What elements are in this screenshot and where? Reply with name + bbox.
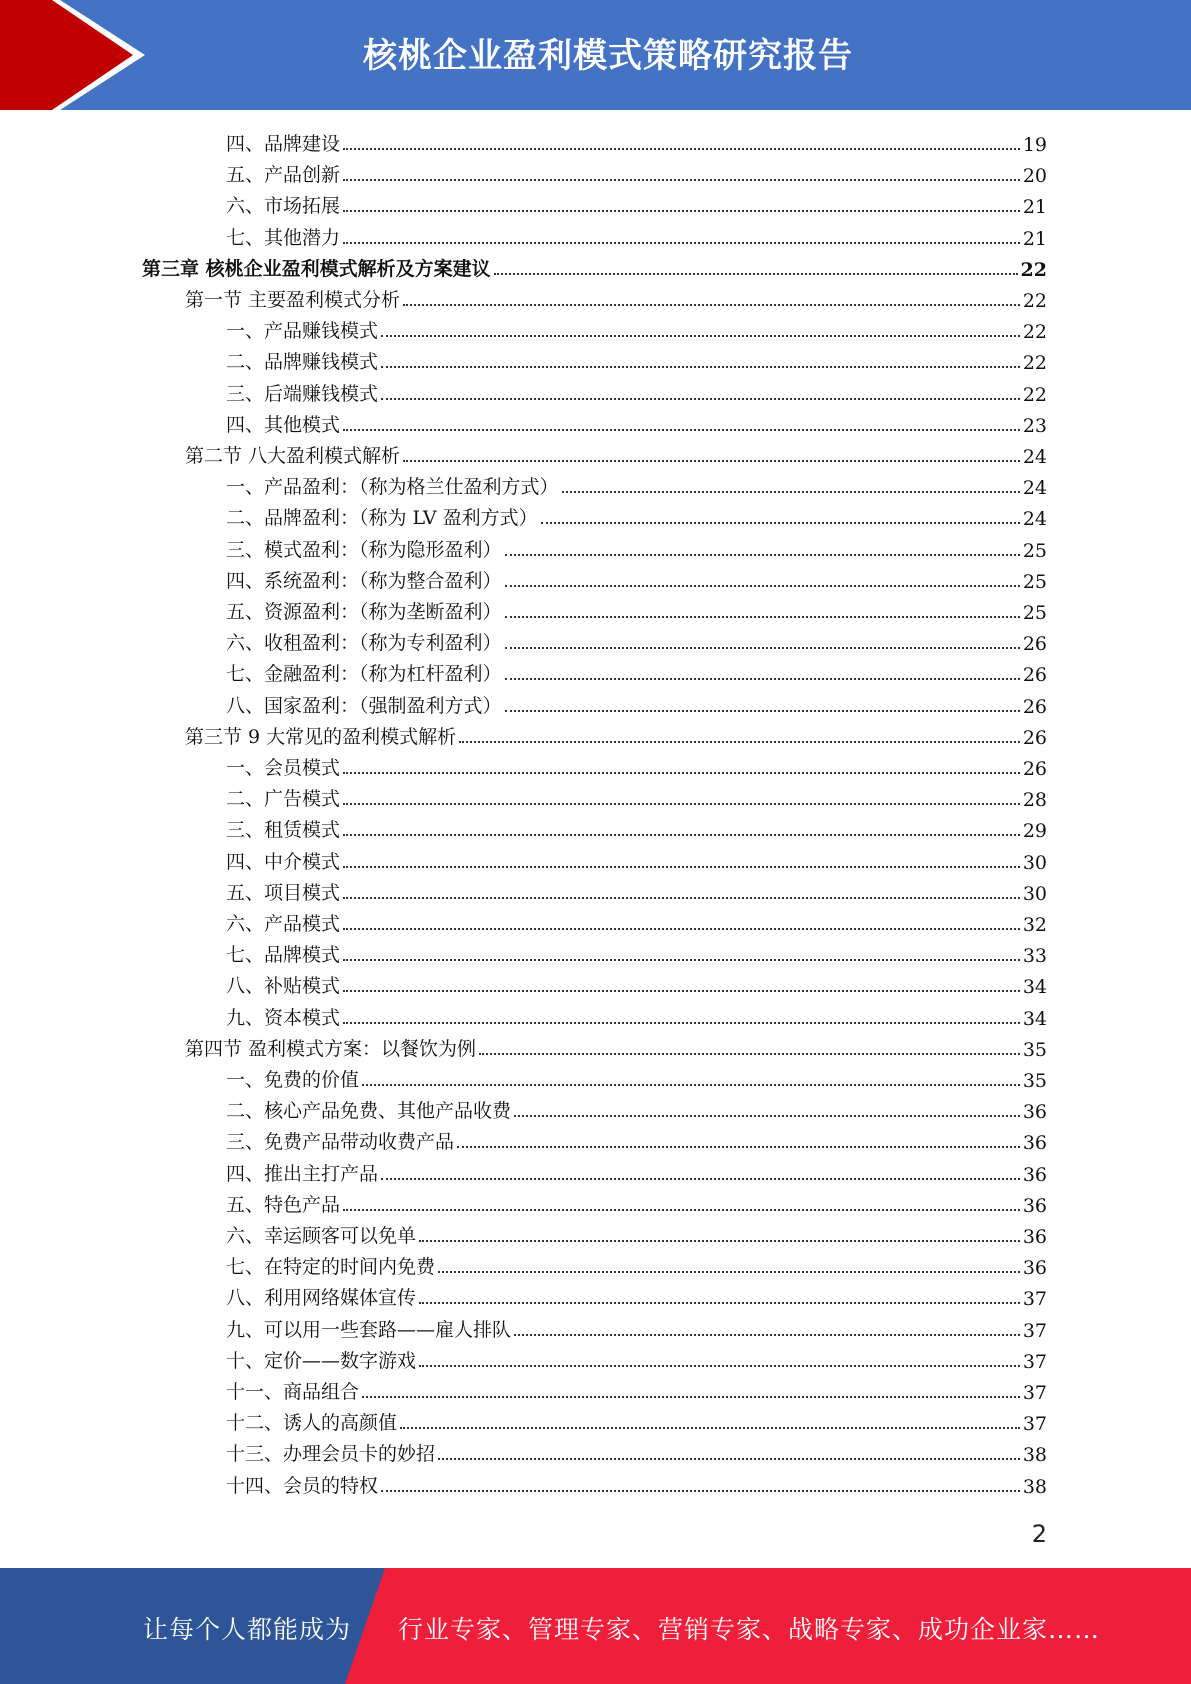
toc-entry[interactable]	[226, 563, 1047, 593]
toc-entry[interactable]	[226, 344, 1047, 374]
toc-entry-title: 十一、商品组合	[226, 1381, 360, 1403]
dot-leader	[438, 1271, 1020, 1273]
dot-leader	[494, 273, 1018, 275]
toc-entry[interactable]	[226, 157, 1047, 187]
toc-entry[interactable]	[226, 220, 1047, 250]
dot-leader	[419, 1240, 1020, 1242]
toc-entry[interactable]	[226, 656, 1047, 686]
toc-entry-page: 22	[1022, 383, 1047, 406]
page-number: 2	[1031, 1520, 1047, 1548]
dot-leader	[343, 242, 1020, 244]
toc-entry-title: 第三节 9 大常见的盈利模式解析	[185, 725, 457, 748]
toc-entry-title: 三、模式盈利：（称为隐形盈利）	[226, 538, 502, 561]
toc-entry-page: 29	[1022, 820, 1047, 843]
toc-entry-title: 五、项目模式	[226, 881, 341, 904]
toc-entry-page: 32	[1022, 914, 1047, 936]
toc-entry-title: 八、补贴模式	[226, 975, 341, 998]
toc-entry-title: 五、产品创新	[226, 164, 341, 187]
dot-leader	[514, 1115, 1020, 1117]
toc-entry-title: 三、租赁模式	[226, 819, 341, 842]
toc-entry-title: 四、系统盈利：（称为整合盈利）	[226, 569, 502, 592]
dot-leader	[343, 1022, 1020, 1024]
toc-entry-title: 二、品牌赚钱模式	[226, 351, 379, 374]
toc-entry[interactable]	[226, 844, 1047, 874]
toc-entry-title: 五、资源盈利：（称为垄断盈利）	[226, 601, 502, 623]
toc-entry-title: 七、在特定的时间内免费	[226, 1256, 436, 1279]
toc-entry-page: 37	[1022, 1288, 1047, 1311]
toc-entry-title: 六、幸运顾客可以免单	[226, 1225, 417, 1247]
toc-entry[interactable]	[226, 1000, 1047, 1030]
dot-leader	[381, 335, 1020, 337]
toc-entry-page: 24	[1022, 446, 1047, 468]
toc-entry-title: 七、金融盈利：（称为杠杆盈利）	[226, 663, 502, 686]
toc-entry-page: 25	[1022, 570, 1047, 593]
toc-entry[interactable]	[226, 407, 1047, 437]
toc-entry-page: 26	[1022, 695, 1047, 718]
toc-entry[interactable]	[226, 469, 1047, 499]
toc-entry-title: 二、品牌盈利：（称为 LV 盈利方式）	[226, 507, 538, 530]
toc-entry[interactable]	[226, 532, 1047, 562]
toc-entry[interactable]	[226, 812, 1047, 842]
toc-entry-page: 28	[1022, 789, 1047, 812]
toc-entry-page: 35	[1022, 1070, 1047, 1092]
toc-entry[interactable]	[226, 1218, 1047, 1248]
toc-entry-title: 九、资本模式	[226, 1006, 341, 1029]
dot-leader	[505, 647, 1020, 649]
toc-entry-page: 20	[1022, 165, 1047, 188]
toc-entry-page: 30	[1022, 851, 1047, 874]
toc-entry-page: 30	[1022, 882, 1047, 905]
toc-entry-title: 十、定价——数字游戏	[226, 1349, 417, 1372]
toc-entry-page: 25	[1022, 602, 1047, 624]
toc-entry-title: 第一节 主要盈利模式分析	[185, 289, 401, 311]
toc-entry[interactable]	[226, 1156, 1047, 1186]
toc-entry-title: 八、国家盈利：（强制盈利方式）	[226, 694, 502, 717]
toc-entry-title: 十四、会员的特权	[226, 1474, 379, 1497]
dot-leader	[419, 1365, 1020, 1367]
toc-entry-title: 四、其他模式	[226, 413, 341, 436]
dot-leader	[381, 1490, 1020, 1492]
toc-entry-title: 二、核心产品免费、其他产品收费	[226, 1100, 512, 1123]
toc-entry-page: 36	[1022, 1132, 1047, 1155]
dot-leader	[505, 616, 1020, 618]
dot-leader	[479, 1053, 1020, 1055]
toc-entry-page: 21	[1022, 227, 1047, 250]
toc-entry-title: 七、其他潜力	[226, 226, 341, 249]
toc-entry-page: 37	[1022, 1350, 1047, 1373]
dot-leader	[362, 1396, 1020, 1398]
footer-slogan-left: 让每个人都能成为	[143, 1615, 352, 1644]
toc-entry[interactable]	[226, 1124, 1047, 1154]
toc-entry-title: 第二节 八大盈利模式解析	[185, 445, 401, 467]
dot-leader	[381, 366, 1020, 368]
dot-leader	[403, 460, 1020, 462]
toc-entry-page: 26	[1022, 633, 1047, 656]
toc-entry[interactable]	[226, 1093, 1047, 1123]
toc-entry-title: 四、中介模式	[226, 850, 341, 873]
toc-entry-title: 六、市场拓展	[226, 195, 341, 218]
footer-slogan-right: 行业专家、管理专家、营销专家、战略专家、成功企业家……	[398, 1615, 1101, 1644]
toc-entry[interactable]	[226, 625, 1047, 655]
toc-entry-page: 36	[1022, 1226, 1047, 1248]
toc-entry[interactable]	[226, 188, 1047, 218]
toc-entry-page: 21	[1022, 196, 1047, 219]
toc-entry[interactable]	[226, 875, 1047, 905]
toc-entry[interactable]	[185, 1031, 1047, 1061]
toc-entry-title: 九、可以用一些套路——雇人排队	[226, 1318, 512, 1341]
page-footer	[0, 1568, 1191, 1684]
dot-leader	[343, 148, 1020, 150]
toc-entry-page: 26	[1022, 758, 1047, 780]
dot-leader	[343, 772, 1020, 774]
toc-entry-page: 25	[1022, 539, 1047, 562]
toc-entry-title: 一、会员模式	[226, 757, 341, 779]
dot-leader	[381, 1178, 1020, 1180]
dot-leader	[343, 210, 1020, 212]
toc-entry-page: 22	[1022, 321, 1047, 344]
toc-entry-page: 38	[1022, 1444, 1047, 1467]
toc-entry-page: 22	[1020, 258, 1047, 281]
toc-entry-title: 四、品牌建设	[226, 133, 341, 155]
toc-entry-title: 第三章 核桃企业盈利模式解析及方案建议	[142, 257, 491, 280]
toc-entry-page: 37	[1022, 1382, 1047, 1404]
dot-leader	[400, 1427, 1020, 1429]
toc-entry-page: 34	[1022, 1007, 1047, 1030]
toc-entry[interactable]	[226, 1343, 1047, 1373]
dot-leader	[457, 1146, 1020, 1148]
dot-leader	[362, 1084, 1020, 1086]
toc-entry-title: 十三、办理会员卡的妙招	[226, 1443, 436, 1466]
toc-entry-title: 一、产品盈利：（称为格兰仕盈利方式）	[226, 476, 559, 499]
dot-leader	[343, 179, 1020, 181]
toc-entry[interactable]	[185, 438, 1047, 468]
toc-entry-page: 23	[1022, 414, 1047, 437]
dot-leader	[514, 1334, 1020, 1336]
dot-leader	[541, 522, 1020, 524]
dot-leader	[343, 834, 1020, 836]
toc-entry[interactable]	[226, 1405, 1047, 1435]
toc-entry-page: 37	[1022, 1413, 1047, 1436]
dot-leader	[343, 990, 1020, 992]
toc-entry-page: 34	[1022, 976, 1047, 999]
toc-entry-page: 22	[1022, 290, 1047, 312]
toc-entry[interactable]	[226, 906, 1047, 936]
toc-entry-page: 36	[1022, 1194, 1047, 1217]
toc-entry[interactable]	[226, 1187, 1047, 1217]
toc-entry-title: 一、产品赚钱模式	[226, 320, 379, 343]
toc-entry-page: 19	[1022, 134, 1047, 156]
toc-entry-page: 38	[1022, 1475, 1047, 1498]
toc-entry-page: 26	[1022, 726, 1047, 749]
toc-entry[interactable]	[226, 1374, 1047, 1404]
toc-entry[interactable]	[226, 1249, 1047, 1279]
dot-leader	[343, 429, 1020, 431]
dot-leader	[381, 398, 1020, 400]
toc-entry-title: 七、品牌模式	[226, 944, 341, 967]
toc-entry-page: 36	[1022, 1101, 1047, 1124]
toc-entry[interactable]	[226, 688, 1047, 718]
dot-leader	[403, 304, 1020, 306]
toc-entry-page: 26	[1022, 664, 1047, 687]
dot-leader	[505, 585, 1020, 587]
toc-entry[interactable]	[226, 1280, 1047, 1310]
dot-leader	[343, 1209, 1020, 1211]
toc-entry-title: 一、免费的价值	[226, 1069, 360, 1091]
dot-leader	[459, 741, 1020, 743]
toc-entry[interactable]	[226, 1062, 1047, 1092]
toc-entry-title: 五、特色产品	[226, 1193, 341, 1216]
toc-entry[interactable]	[226, 781, 1047, 811]
dot-leader	[419, 1302, 1020, 1304]
dot-leader	[343, 803, 1020, 805]
toc-entry-title: 八、利用网络媒体宣传	[226, 1287, 417, 1310]
toc-entry[interactable]	[226, 500, 1047, 530]
toc-entry-title: 三、后端赚钱模式	[226, 382, 379, 405]
toc-entry-page: 33	[1022, 945, 1047, 968]
toc-entry-title: 三、免费产品带动收费产品	[226, 1131, 455, 1154]
toc-entry-page: 22	[1022, 352, 1047, 375]
page-header	[0, 0, 1191, 110]
report-title: 核桃企业盈利模式策略研究报告	[363, 36, 853, 76]
toc-entry[interactable]	[226, 1436, 1047, 1466]
toc-entry-title: 第四节 盈利模式方案：以餐饮为例	[185, 1037, 477, 1060]
toc-entry[interactable]	[226, 1468, 1047, 1498]
dot-leader	[343, 928, 1020, 930]
toc-entry-title: 六、产品模式	[226, 913, 341, 935]
toc-entry-title: 六、收租盈利：（称为专利盈利）	[226, 632, 502, 655]
toc-entry[interactable]	[226, 1312, 1047, 1342]
toc-entry[interactable]	[226, 594, 1047, 624]
dot-leader	[343, 959, 1020, 961]
toc-entry[interactable]	[226, 968, 1047, 998]
toc-entry-page: 24	[1022, 477, 1047, 500]
dot-leader	[343, 866, 1020, 868]
toc-entry-page: 36	[1022, 1163, 1047, 1186]
dot-leader	[505, 710, 1020, 712]
toc-entry[interactable]	[226, 126, 1047, 156]
toc-entry[interactable]	[185, 719, 1047, 749]
dot-leader	[505, 678, 1020, 680]
toc-entry-title: 四、推出主打产品	[226, 1162, 379, 1185]
toc-entry-title: 二、广告模式	[226, 788, 341, 811]
toc-entry-page: 36	[1022, 1257, 1047, 1280]
toc-entry-page: 35	[1022, 1038, 1047, 1061]
toc-entry[interactable]	[142, 251, 1047, 281]
toc-entry[interactable]	[185, 282, 1047, 312]
dot-leader	[562, 491, 1020, 493]
toc-entry[interactable]	[226, 313, 1047, 343]
toc-entry-title: 十二、诱人的高颜值	[226, 1412, 398, 1435]
toc-entry-page: 24	[1022, 508, 1047, 531]
toc-entry[interactable]	[226, 750, 1047, 780]
toc-entry[interactable]	[226, 376, 1047, 406]
dot-leader	[505, 554, 1020, 556]
toc-entry-page: 37	[1022, 1319, 1047, 1342]
toc-entry[interactable]	[226, 937, 1047, 967]
dot-leader	[343, 897, 1020, 899]
dot-leader	[438, 1458, 1020, 1460]
